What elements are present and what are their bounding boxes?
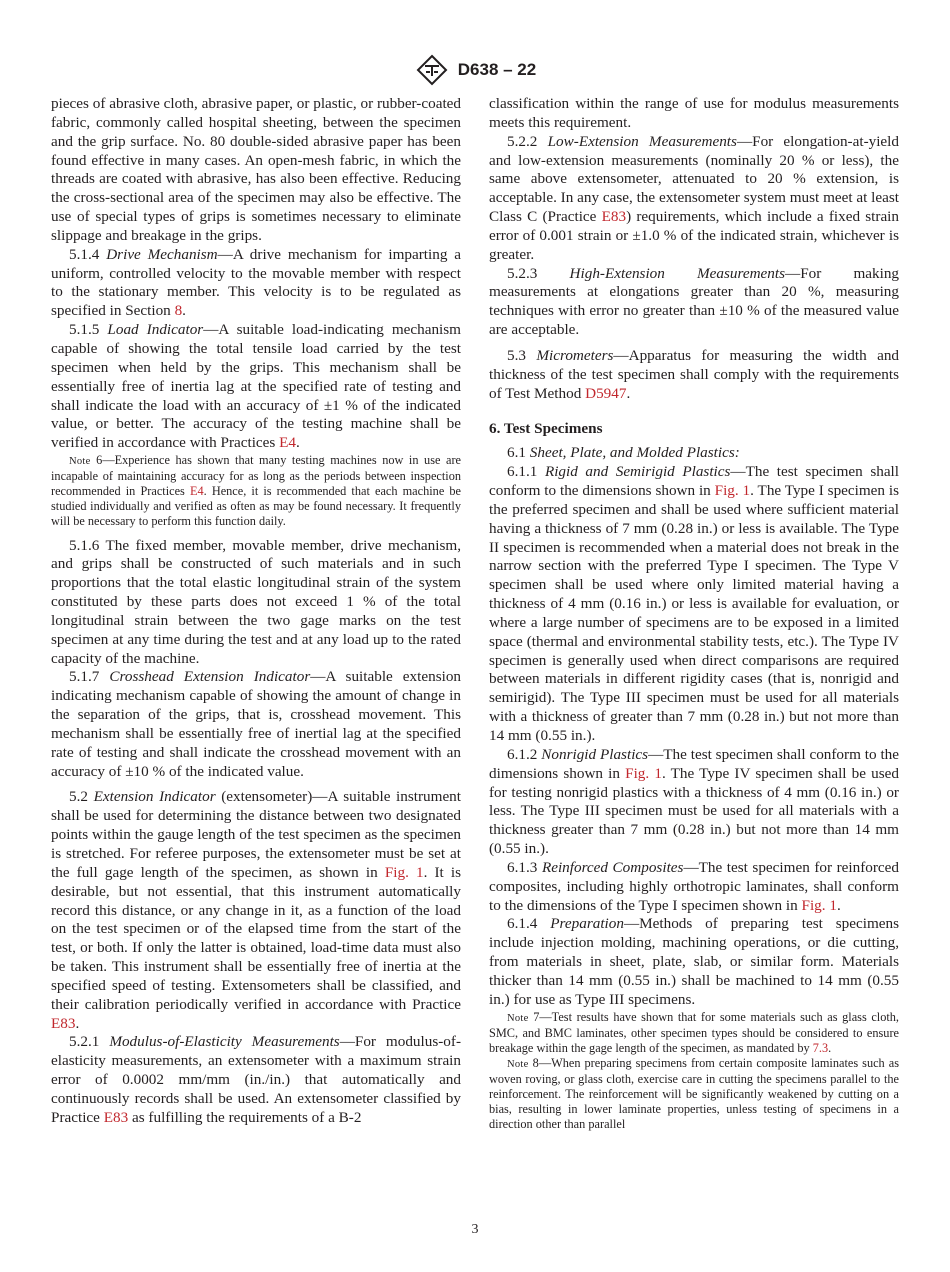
page-number: 3	[471, 1222, 479, 1237]
reference-link-e83[interactable]: E83	[51, 1014, 76, 1032]
left-column	[51, 95, 461, 1128]
section-6-1-2: 6.1.2 Nonrigid Plastics—The test specimen shall conform to the dimensions shown in Fig. 1. The Type IV specimen shall be used for testing nonrigid plastics with a thickness of 4 mm (0.16 in.) or less. The Type III specimen must be used for all materials with a thickness greater than 7 mm (0.28 in.) but not more than 14 mm (0.55 in.).	[489, 745, 900, 858]
section-5-3: 5.3 Micrometers—Apparatus for measuring the width and thickness of the test specimen shall comply with the requirements of Test Method D5947.	[489, 346, 900, 402]
section-link[interactable]: 7.3	[812, 1040, 829, 1055]
paragraph-continued: classification within the range of use for modulus measurements meets this requirement.	[489, 95, 899, 131]
paragraph-continued: pieces of abrasive cloth, abrasive paper, or plastic, or rubber-coated fabric, commonly called hospital sheeting, between the specimen and the grip surface. No. 80 double-sided abrasive paper has been found effective in many cases. An open-mesh fabric, in which the threads are coated with abrasive, has also been effective. Reducing the cross-sectional area of the specimen may also be effective. The use of special types of grips is sometimes necessary to eliminate slippage and breakage in the grips.	[51, 95, 461, 244]
note-7: Note 7—Test results have shown that for some materials such as glass cloth, SMC, and BMC laminates, other specimen types should be considered to ensure breakage within the gage length of the specimen, as mandated by 7.3.	[489, 1009, 899, 1055]
reference-link-e4[interactable]: E4	[279, 434, 296, 452]
section-5-2: 5.2 Extension Indicator (extensometer)—A suitable instrument shall be used for determining the distance between two designated points within the gauge length of the test specimen as the specimen is stretched. For referee purposes, the extensometer must be set at the full gage length of the specimen, as shown in Fig. 1. It is desirable, but not essential, that this instrument automatically record this distance, or any change in it, as a function of the load on the test specimen or of the elapsed time from the start of the test, or both. If only the latter is obtained, load-time data must also be taken. This instrument shall be essentially free of inertia at the specified speed of testing. Extensometers shall be classified, and their calibration periodically verified in accordance with Practice E83.	[51, 788, 461, 1032]
note-8: Note 8—When preparing specimens from certain composite laminates such as woven roving, or glass cloth, exercise care in cutting the specimens parallel to the reinforcement. The reinforcement will be significantly weakened by cutting on a bias, resulting in lower laminate properties, unless testing of specimens in a direction other than parallel	[489, 1055, 899, 1132]
astm-logo	[414, 54, 450, 86]
section-6-1: 6.1 Sheet, Plate, and Molded Plastics:	[507, 444, 740, 462]
figure-link[interactable]: Fig. 1	[625, 764, 662, 782]
section-link[interactable]: 8	[174, 302, 183, 320]
reference-link-d5947[interactable]: D5947	[585, 384, 627, 402]
section-5-1-5: 5.1.5 Load Indicator—A suitable load-indicating mechanism capable of showing the total tensile load carried by the test specimen when held by the grips. This mechanism shall be essentially free of inertia lag at the specified rate of testing and shall indicate the load with an accuracy of ±1 % of the indicated value, or better. The accuracy of the testing machine shall be verified in accordance with Practices E4.	[51, 321, 461, 452]
right-column	[489, 95, 899, 1132]
document-code: D638 – 22	[457, 60, 537, 79]
reference-link-e83[interactable]: E83	[601, 208, 627, 226]
section-5-2-1: 5.2.1 Modulus-of-Elasticity Measurements—For modulus-of-elasticity measurements, an extensometer with a maximum strain error of 0.0002 mm/mm (in./in.) that automatically and continuously records shall be used. An extensometer classified by Practice E83 as fulfilling the requirements of a B-2	[51, 1033, 462, 1126]
section-6-1-4: 6.1.4 Preparation—Methods of preparing test specimens include injection molding, machining operations, or die cutting, from materials in sheet, plate, slab, or similar form. Materials thicker than 14 mm (0.55 in.) shall be machined to 14 mm (0.55 in.) for use as Type III specimens.	[489, 915, 900, 1008]
figure-link[interactable]: Fig. 1	[384, 863, 424, 881]
section-5-2-2: 5.2.2 Low-Extension Measurements—For elongation-at-yield and low-extension measurements (nominally 20 % or less), the same above extensometer, attenuated to 20 % extension, is acceptable. In any case, the extensometer system must meet at least Class C (Practice E83) requirements, which include a fixed strain error of 0.001 strain or ±1.0 % of the indicated strain, whichever is greater.	[489, 132, 899, 263]
reference-link-e4[interactable]: E4	[189, 484, 204, 499]
section-heading: 6. Test Specimens	[489, 419, 603, 437]
figure-link[interactable]: Fig. 1	[714, 482, 751, 500]
note-6: Note 6—Experience has shown that many testing machines now in use are incapable of maintaining accuracy for as long as the periods between inspection recommended in Practices E4. Hence, it is recommended that each machine be studied individually and verified as often as may be found necessary. It frequently will be necessary to perform this function daily.	[51, 453, 461, 529]
section-6-1-1: 6.1.1 Rigid and Semirigid Plastics—The test specimen shall conform to the dimensions shown in Fig. 1. The Type I specimen is the preferred specimen and shall be used where sufficient material having a thickness of 7 mm (0.28 in.) or less is available. The Type II specimen is recommended when a material does not break in the narrow section with the preferred Type I specimen. The Type V specimen shall be used where only limited material having a thickness of 4 mm (0.16 in.) or less is available for evaluation, or where a large number of specimens are to be exposed in a limited space (thermal and environmental stability tests, etc.). The Type IV specimen is generally used when direct comparisons are required between materials in different rigidity cases (that is, nonrigid and semirigid). The Type III specimen must be used for all materials with a thickness of greater than 7 mm (0.28 in.) but not more than 14 mm (0.55 in.).	[489, 463, 899, 744]
section-6-1-3: 6.1.3 Reinforced Composites—The test specimen for reinforced composites, including highly orthotropic laminates, shall conform to the dimensions of the Type I specimen shown in Fig. 1.	[489, 858, 899, 914]
page-header	[0, 54, 950, 86]
reference-link-e83[interactable]: E83	[103, 1108, 129, 1126]
section-5-1-7: 5.1.7 Crosshead Extension Indicator—A suitable extension indicating mechanism capable of showing the amount of change in the separation of the grips, that is, crosshead movement. This mechanism shall be essentially free of inertial lag at the specified rate of testing and shall indicate the crosshead movement with an accuracy of ±10 % of the indicated value.	[51, 668, 462, 780]
section-5-1-4: 5.1.4 Drive Mechanism—A drive mechanism for imparting a uniform, controlled velocity to the movable member with respect to the stationary member. This velocity is to be regulated as specified in Section 8.	[51, 245, 462, 320]
figure-link[interactable]: Fig. 1	[801, 896, 837, 914]
section-5-2-3: 5.2.3 High-Extension Measurements—For making measurements at elongations greater than 20 %, measuring techniques with error no greater than ±10 % of the measured value are acceptable.	[489, 264, 900, 339]
section-5-1-6: 5.1.6 The fixed member, movable member, drive mechanism, and grips shall be constructed of such materials and in such proportions that the total elastic longitudinal strain of the system constituted by these parts does not exceed 1 % of the total longitudinal strain between the two gage marks on the test specimen at any time during the test and at any load up to the rated capacity of the machine.	[51, 536, 461, 667]
